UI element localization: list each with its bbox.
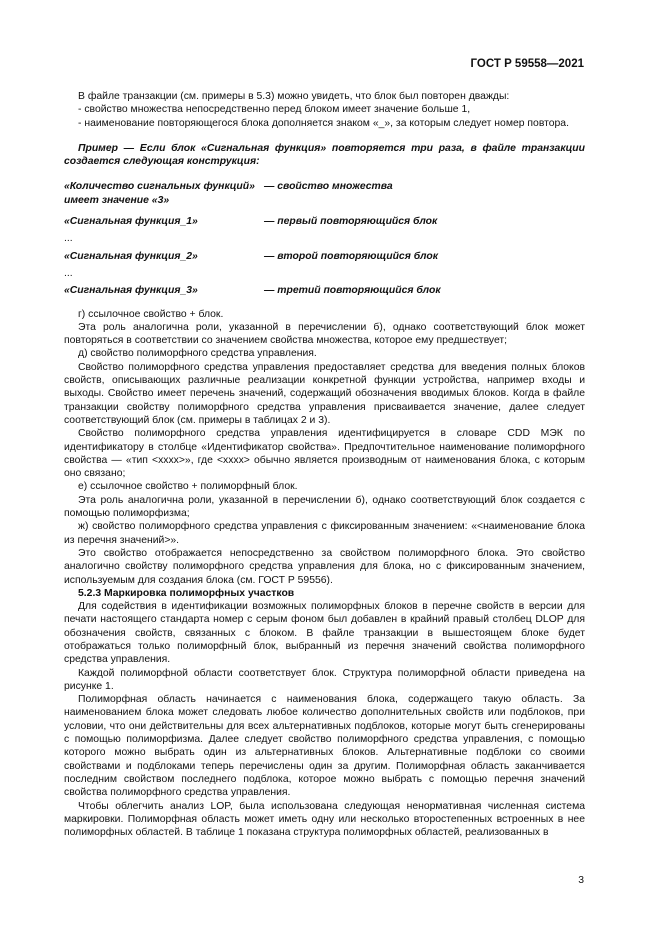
example-row-left: «Сигнальная функция_3»	[64, 285, 198, 297]
section-paragraph: Полиморфная область начинается с наименования блока, содержащего такую область. За наименованием блока может следовать любое количество дополнительных свойств или подблоков, при условии, что они действительны для всех альтернативных подблоков, которые могут быть сгенерированы с помощью полиморфизма. Далее следует свойство полиморфного средства управления, с помощью которого можно выбрать один из альтернативных блоков. Альтернативные подблоки со своими свойствами и подблоками теперь перечислены один за другим. Полиморфная область заканчивается последним свойством последнего подблока, которое можно выбрать с помощью перечня значений свойства полиморфного средства управления.	[64, 694, 585, 799]
example-row-right: — первый повторяющийся блок	[264, 216, 438, 228]
example-row-right: — второй повторяющийся блок	[264, 250, 438, 262]
section-heading: 5.2.3 Маркировка полиморфных участков	[78, 587, 295, 599]
example-table	[64, 180, 585, 297]
example-ellipsis: ...	[64, 233, 73, 245]
list-item: е) ссылочное свойство + полиморфный блок.	[78, 481, 298, 493]
body-paragraph: Это свойство отображается непосредственно за свойством полиморфного блока. Это свойство аналогично свойству полиморфного средства управления для блока, но с фиксированным значением, используемым для создания блока (см. ГОСТ Р 59556).	[64, 547, 585, 586]
section-paragraph: Каждой полиморфной области соответствует блок. Структура полиморфной области приведена на рисунке 1.	[64, 667, 585, 692]
page-number: 3	[578, 875, 584, 886]
example-ellipsis: ...	[64, 267, 73, 279]
list-item: г) ссылочное свойство + блок.	[78, 308, 224, 320]
example-row	[64, 180, 585, 207]
list-item: д) свойство полиморфного средства управления.	[78, 348, 317, 360]
document-code: ГОСТ Р 59558—2021	[470, 58, 584, 70]
example-row-right: — свойство множества	[264, 181, 393, 193]
example-row	[64, 215, 585, 228]
intro-paragraph: В файле транзакции (см. примеры в 5.3) можно увидеть, что блок был повторен дважды:	[78, 91, 510, 102]
intro-list-item: - свойство множества непосредственно перед блоком имеет значение больше 1,	[78, 104, 471, 116]
example-row-right: — третий повторяющийся блок	[264, 285, 441, 297]
section-paragraph: Чтобы облегчить анализ LOP, была использована следующая ненормативная численная система маркировки. Полиморфная область может иметь одну или несколько второстепенных встроенных в нее полиморфных областей. В таблице 1 показана структура полиморфных областей, реализованных в	[64, 800, 585, 839]
example-row	[64, 284, 585, 297]
example-text: Пример — Если блок «Сигнальная функция» повторяется три раза, в файле транзакции создается следующая конструкция:	[64, 142, 585, 168]
list-item: ж) свойство полиморфного средства управления с фиксированным значением: «<наименование блока из перечня значений>».	[64, 521, 585, 546]
body-paragraph: Эта роль аналогична роли, указанной в перечислении б), однако соответствующий блок создается с помощью полиморфизма;	[64, 494, 585, 520]
example-row-left: «Количество сигнальных функций» имеет значение «3»	[64, 181, 255, 206]
section-paragraph: Для содействия в идентификации возможных полиморфных блоков в перечне свойств в версии для печати настоящего стандарта номер с серым фоном был добавлен в крайний правый столбец DLOP для обозначения свойств, связанных с блоком. В файле транзакции в вышестоящем блоке будет отображаться только полиморфный блок, выбранный из перечня значений свойства полиморфного средства управления.	[64, 601, 585, 666]
intro-list-item: - наименование повторяющегося блока дополняется знаком «_», за которым следует номер повтора.	[78, 117, 569, 129]
example-row-left: «Сигнальная функция_2»	[64, 250, 198, 262]
body-paragraph: Свойство полиморфного средства управления предоставляет средства для введения полных блоков свойств, описывающих различные реализации конкретной функции устройства, например входы и выходы. Свойство имеет перечень значений, содержащий обозначения вводимых блоков. Когда в файле транзакции свойству полиморфного средства управления присваивается значение, далее следует соответствующий блок (см. примеры в таблицах 2 и 3).	[64, 361, 585, 426]
page-body	[64, 90, 585, 839]
body-paragraph: Свойство полиморфного средства управления идентифицируется в словаре CDD МЭК по идентификатору в столбце «Идентификатор свойства». Предпочтительное наименование полиморфного свойства — «тип <xxxx>», где <xxxx> обычно является производным от наименования блока, с которым оно связано;	[64, 428, 585, 480]
example-row	[64, 250, 585, 263]
body-paragraph: Эта роль аналогична роли, указанной в перечислении б), однако соответствующий блок может повторяться в соответствии со значением свойства множества, которое ему предшествует;	[64, 321, 585, 347]
example-row-left: «Сигнальная функция_1»	[64, 216, 198, 228]
